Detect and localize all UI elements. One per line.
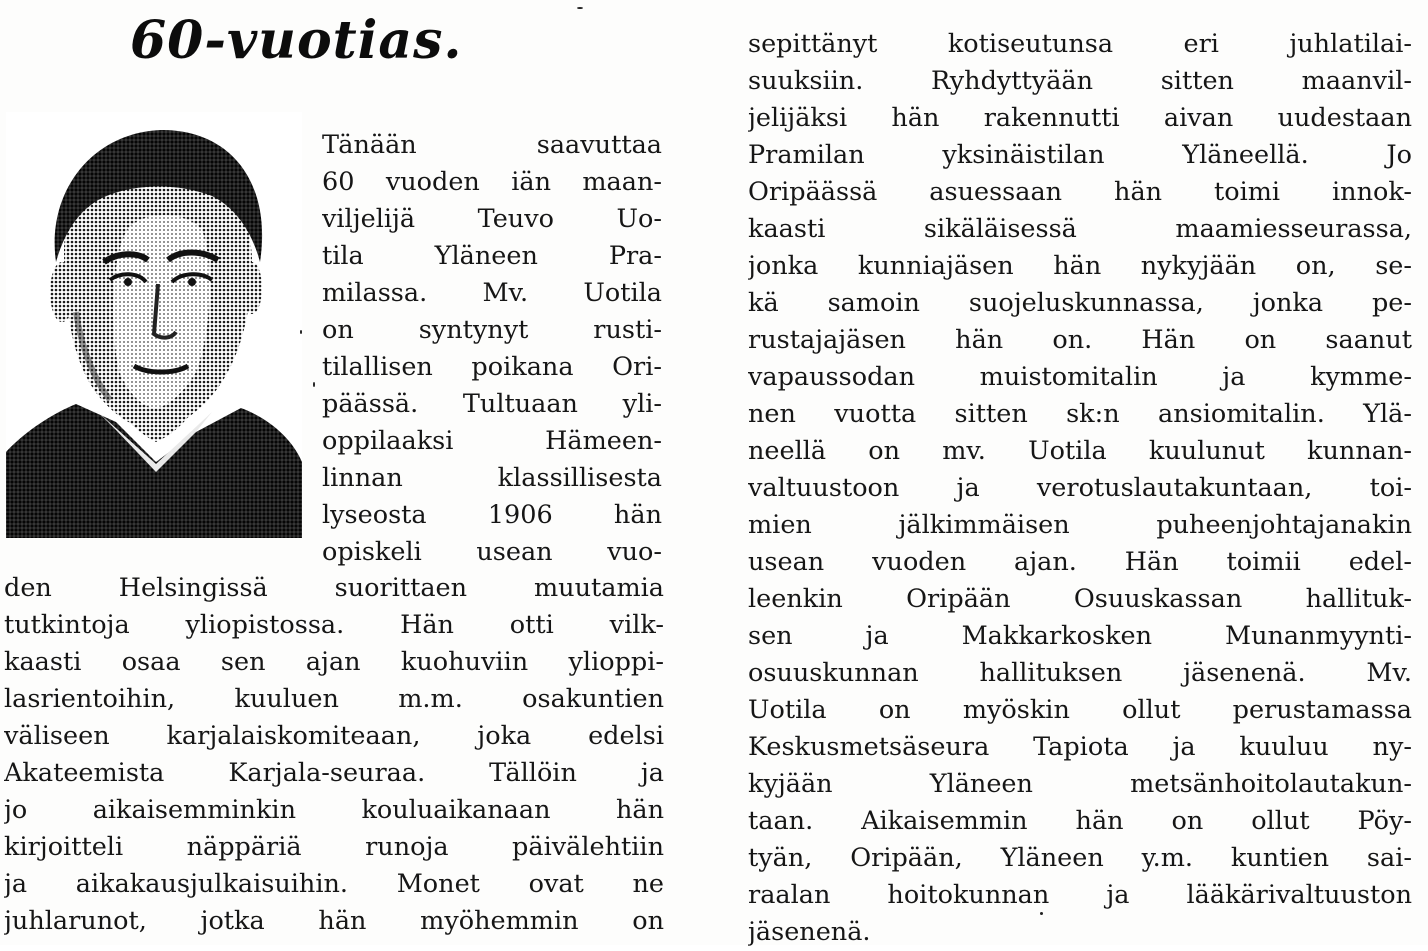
text-line: tyän, Oripään, Yläneen y.m. kuntien sai-: [748, 843, 1412, 873]
text-line: juhlarunot, jotka hän myöhemmin on: [4, 906, 664, 936]
text-line: rustajajäsen hän on. Hän on saanut: [748, 325, 1412, 355]
text-line: milassa. Mv. Uotila: [322, 278, 662, 308]
text-line: sepittänyt kotiseutunsa eri juhlatilai-: [748, 29, 1412, 59]
text-line: jelijäksi hän rakennutti aivan uudestaan: [748, 103, 1412, 133]
text-line: Tänään saavuttaa: [322, 130, 662, 160]
text-line: jonka kunniajäsen hän nykyjään on, se-: [748, 251, 1412, 281]
text-line: mien jälkimmäisen puheenjohtajanakin: [748, 510, 1412, 540]
text-line: leenkin Oripään Osuuskassan hallituk-: [748, 584, 1412, 614]
text-line: päässä. Tultuaan yli-: [322, 389, 662, 419]
text-line: valtuustoon ja verotuslautakuntaan, toi-: [748, 473, 1412, 503]
portrait-photo-icon: [6, 112, 302, 538]
text-line: viljelijä Teuvo Uo-: [322, 204, 662, 234]
text-line: usean vuoden ajan. Hän toimii edel-: [748, 547, 1412, 577]
text-line: tutkintoja yliopistossa. Hän otti vilk-: [4, 610, 664, 640]
print-speck: [577, 7, 583, 9]
text-line: linnan klassillisesta: [322, 463, 662, 493]
text-line: on syntynyt rusti-: [322, 315, 662, 345]
text-line: jäsenenä.: [748, 917, 871, 947]
print-speck: [313, 382, 315, 387]
text-line: lyseosta 1906 hän: [322, 500, 662, 530]
text-line: kyjään Yläneen metsänhoitolautakun-: [748, 769, 1412, 799]
text-line: 60 vuoden iän maan-: [322, 167, 662, 197]
text-line: jo aikaisemminkin kouluaikanaan hän: [4, 795, 664, 825]
text-line: oppilaaksi Hämeen-: [322, 426, 662, 456]
text-line: taan. Aikaisemmin hän on ollut Pöy-: [748, 806, 1412, 836]
text-line: neellä on mv. Uotila kuulunut kunnan-: [748, 436, 1412, 466]
text-line: väliseen karjalaiskomiteaan, joka edelsi: [4, 721, 664, 751]
article-column-left-top: [322, 127, 662, 571]
text-line: tila Yläneen Pra-: [322, 241, 662, 271]
text-line: vapaussodan muistomitalin ja kymme-: [748, 362, 1412, 392]
article-headline: 60-vuotias.: [130, 10, 463, 71]
text-line: Uotila on myöskin ollut perustamassa: [748, 695, 1412, 725]
text-line: kaasti sikäläisessä maamiesseurassa,: [748, 214, 1412, 244]
text-line: nen vuotta sitten sk:n ansiomitalin. Ylä-: [748, 399, 1412, 429]
text-line: lasrientoihin, kuuluen m.m. osakuntien: [4, 684, 664, 714]
print-speck: [300, 330, 302, 334]
text-line: opiskeli usean vuo-: [322, 537, 662, 567]
text-line: den Helsingissä suorittaen muutamia: [4, 573, 664, 603]
text-line: sen ja Makkarkosken Munanmyynti-: [748, 621, 1412, 651]
text-line: ja aikakausjulkaisuihin. Monet ovat ne: [4, 869, 664, 899]
text-line: kirjoitteli näppäriä runoja päivälehtiin: [4, 832, 664, 862]
text-line: kaasti osaa sen ajan kuohuviin ylioppi-: [4, 647, 664, 677]
article-column-right: [748, 26, 1412, 951]
article-column-left-bottom: [4, 570, 664, 940]
text-line: Oripäässä asuessaan hän toimi innok-: [748, 177, 1412, 207]
text-line: Pramilan yksinäistilan Yläneellä. Jo: [748, 140, 1412, 170]
text-line: osuuskunnan hallituksen jäsenenä. Mv.: [748, 658, 1412, 688]
text-line: raalan hoitokunnan ja lääkärivaltuuston: [748, 880, 1412, 910]
text-line: suuksiin. Ryhdyttyään sitten maanvil-: [748, 66, 1412, 96]
text-line: tilallisen poikana Ori-: [322, 352, 662, 382]
text-line: Keskusmetsäseura Tapiota ja kuuluu ny-: [748, 732, 1412, 762]
print-speck: [1040, 912, 1043, 915]
text-line: kä samoin suojeluskunnassa, jonka pe-: [748, 288, 1412, 318]
column-divider: [692, 18, 693, 928]
text-line: Akateemista Karjala-seuraa. Tällöin ja: [4, 758, 664, 788]
